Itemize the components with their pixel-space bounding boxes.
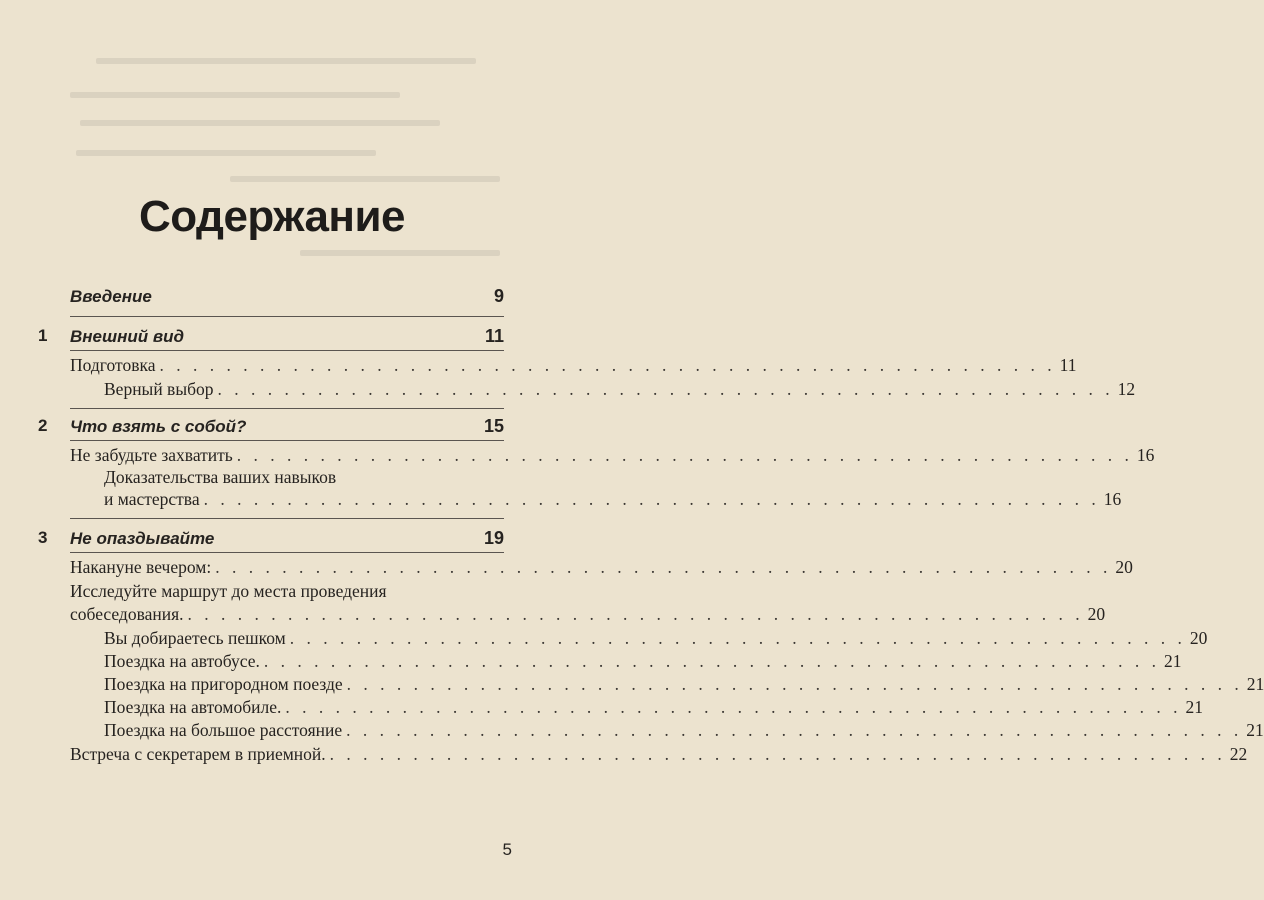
section-divider — [70, 350, 504, 351]
toc-entry[interactable]: Встреча с секретарем в приемной. . . . . . . . . . . . . . . . . . . . . . . . . . . . . . . . . . . . . . . . . . . . . . . . . . . . . . . 22 — [70, 744, 1248, 764]
toc-entry-label: Поездка на большое расстояние — [104, 720, 343, 740]
chapter-number: 2 — [38, 416, 48, 435]
toc-entry-line — [104, 467, 504, 488]
toc-entry-label: Не забудьте захватить — [70, 445, 233, 465]
toc-entry-label-line1: Исследуйте маршрут до места проведения — [70, 581, 387, 601]
chapter-number: 1 — [38, 326, 48, 345]
toc-entry-label: Поездка на автобусе. — [104, 651, 260, 671]
toc-entry[interactable]: собеседования. . . . . . . . . . . . . . . . . . . . . . . . . . . . . . . . . . . . . . . . . . . . . . . . . . . . . . . 20 — [70, 604, 1106, 624]
toc-entry-label: Не опаздывайте — [70, 529, 215, 548]
toc-entry-page: 20 — [1115, 557, 1133, 577]
page-number: 5 — [502, 840, 512, 859]
toc-entry-line — [70, 581, 504, 602]
toc-entry-page: 9 — [493, 286, 504, 306]
toc-entry-label: Поездка на пригородном поезде — [104, 674, 343, 694]
toc-entry-label-line1: Доказательства ваших навыков — [104, 467, 337, 487]
section-divider — [70, 316, 504, 317]
toc-entry-label: Накануне вечером: — [70, 557, 212, 577]
toc-entry[interactable]: Поездка на большое расстояние . . . . . . . . . . . . . . . . . . . . . . . . . . . . . . . . . . . . . . . . . . . . . . . . . . . . . . 21 — [104, 720, 1264, 740]
toc-entry-label: Встреча с секретарем в приемной. — [70, 744, 326, 764]
toc-entry-page: 11 — [1059, 355, 1077, 375]
toc-entry-page: 12 — [1117, 379, 1136, 399]
toc-entry[interactable]: Поездка на автомобиле. . . . . . . . . . . . . . . . . . . . . . . . . . . . . . . . . . . . . . . . . . . . . . . . . . . . . . . 21 — [104, 697, 1203, 717]
toc-entry[interactable]: Поездка на пригородном поезде . . . . . . . . . . . . . . . . . . . . . . . . . . . . . . . . . . . . . . . . . . . . . . . . . . . . . . 21 — [104, 674, 1264, 694]
section-divider — [70, 440, 504, 441]
toc-entry-page: 16 — [1136, 445, 1155, 465]
toc-entry-page: 21 — [1185, 697, 1203, 717]
toc-entry-page: 21 — [1246, 674, 1264, 694]
toc-entry[interactable]: и мастерства . . . . . . . . . . . . . . . . . . . . . . . . . . . . . . . . . . . . . . . . . . . . . . . . . . . . . . 16 — [104, 489, 1122, 509]
toc-entry-page: 16 — [1103, 489, 1122, 509]
toc-entry[interactable]: Вы добираетесь пешком . . . . . . . . . . . . . . . . . . . . . . . . . . . . . . . . . . . . . . . . . . . . . . . . . . . . . . 20 — [104, 628, 1208, 648]
toc-entry-page: 21 — [1246, 720, 1264, 740]
toc-entry-label: и мастерства — [104, 489, 200, 509]
toc-entry-label: Поездка на автомобиле. — [104, 697, 282, 717]
section-divider — [70, 408, 504, 409]
toc-entry-page: 22 — [1229, 744, 1248, 764]
toc-entry-page: 11 — [484, 326, 504, 346]
toc-entry-label: Вы добираетесь пешком — [104, 628, 286, 648]
chapter-number: 3 — [38, 528, 48, 547]
toc-entry[interactable]: Накануне вечером: . . . . . . . . . . . . . . . . . . . . . . . . . . . . . . . . . . . . . . . . . . . . . . . . . . . . . . 20 — [70, 557, 1133, 577]
toc-entry[interactable]: Не забудьте захватить . . . . . . . . . . . . . . . . . . . . . . . . . . . . . . . . . . . . . . . . . . . . . . . . . . . . . . 16 — [70, 445, 1155, 465]
toc-entry-label: Подготовка — [70, 355, 156, 375]
toc-entry-intro[interactable] — [70, 286, 504, 307]
toc-entry-page: 21 — [1163, 651, 1182, 671]
toc-entry-page: 19 — [483, 528, 504, 548]
toc-entry-page: 20 — [1189, 628, 1208, 648]
bleed-through-text — [0, 0, 544, 300]
section-divider — [70, 552, 504, 553]
toc-entry[interactable]: Поездка на автобусе. . . . . . . . . . . . . . . . . . . . . . . . . . . . . . . . . . . . . . . . . . . . . . . . . . . . . . . 21 — [104, 651, 1182, 671]
toc-entry-label: Верный выбор — [104, 379, 214, 399]
toc-chapter-2[interactable] — [70, 416, 504, 437]
toc-entry[interactable]: Подготовка . . . . . . . . . . . . . . . . . . . . . . . . . . . . . . . . . . . . . . . . . . . . . . . . . . . . . . 11 — [70, 355, 1077, 375]
toc-entry-page: 20 — [1087, 604, 1106, 624]
page-title: Содержание — [138, 192, 406, 241]
toc-chapter-1[interactable] — [70, 326, 504, 347]
toc-entry-label: Что взять с собой? — [70, 417, 247, 436]
toc-entry-page: 15 — [483, 416, 504, 436]
toc-entry[interactable]: Верный выбор . . . . . . . . . . . . . . . . . . . . . . . . . . . . . . . . . . . . . . . . . . . . . . . . . . . . . . 12 — [104, 379, 1136, 399]
toc-chapter-3[interactable] — [70, 528, 504, 549]
toc-entry-label: Введение — [70, 287, 152, 306]
toc-entry-label: Внешний вид — [70, 327, 185, 346]
section-divider — [70, 518, 504, 519]
toc-entry-label: собеседования. — [70, 604, 184, 624]
